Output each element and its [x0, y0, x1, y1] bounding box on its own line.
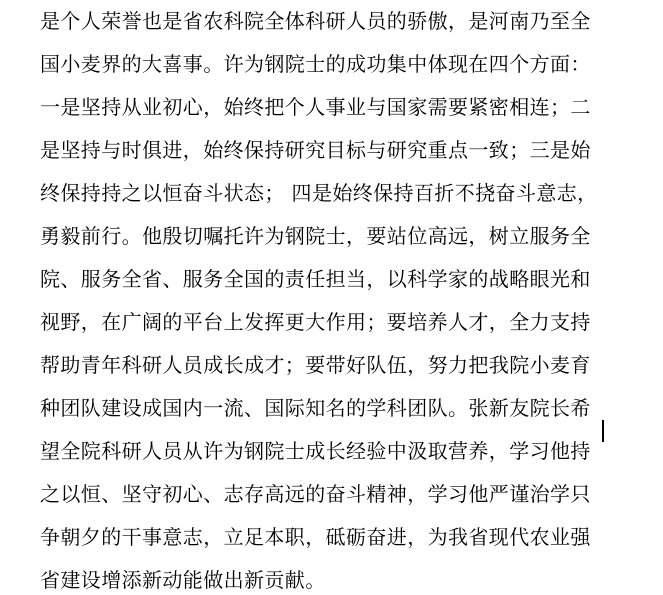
paragraph-line-3: 一是坚持从业初心，始终把个人事业与国家需要紧密相连；二	[40, 95, 591, 119]
paragraph-line-7: 院、服务全省、服务全国的责任担当，以科学家的战略眼光和	[40, 267, 591, 291]
paragraph-line-4: 是坚持与时俱进，始终保持研究目标与研究重点一致；三是始	[40, 138, 591, 162]
paragraph-line-10: 种团队建设成国内一流、国际知名的学科团队。张新友院长希	[40, 396, 591, 420]
paragraph-line-13: 争朝夕的干事意志，立足本职，砥砺奋进，为我省现代农业强	[40, 525, 591, 549]
paragraph-line-2: 国小麦界的大喜事。许为钢院士的成功集中体现在四个方面：	[40, 52, 591, 76]
paragraph-line-6: 勇毅前行。他殷切嘱托许为钢院士，要站位高远，树立服务全	[40, 224, 591, 248]
paragraph-line-12: 之以恒、坚守初心、志存高远的奋斗精神，学习他严谨治学只	[40, 482, 591, 506]
text-cursor	[602, 420, 604, 442]
paragraph-line-5: 终保持持之以恒奋斗状态； 四是始终保持百折不挠奋斗意志，	[40, 181, 598, 205]
paragraph-line-8: 视野，在广阔的平台上发挥更大作用；要培养人才，全力支持	[40, 310, 591, 334]
paragraph-line-11: 望全院科研人员从许为钢院士成长经验中汲取营养，学习他持	[40, 439, 591, 463]
paragraph-line-1: 是个人荣誉也是省农科院全体科研人员的骄傲，是河南乃至全	[40, 9, 591, 33]
paragraph-line-14: 省建设增添新动能做出新贡献。	[40, 568, 326, 592]
paragraph-line-9: 帮助青年科研人员成长成才；要带好队伍，努力把我院小麦育	[40, 353, 591, 377]
